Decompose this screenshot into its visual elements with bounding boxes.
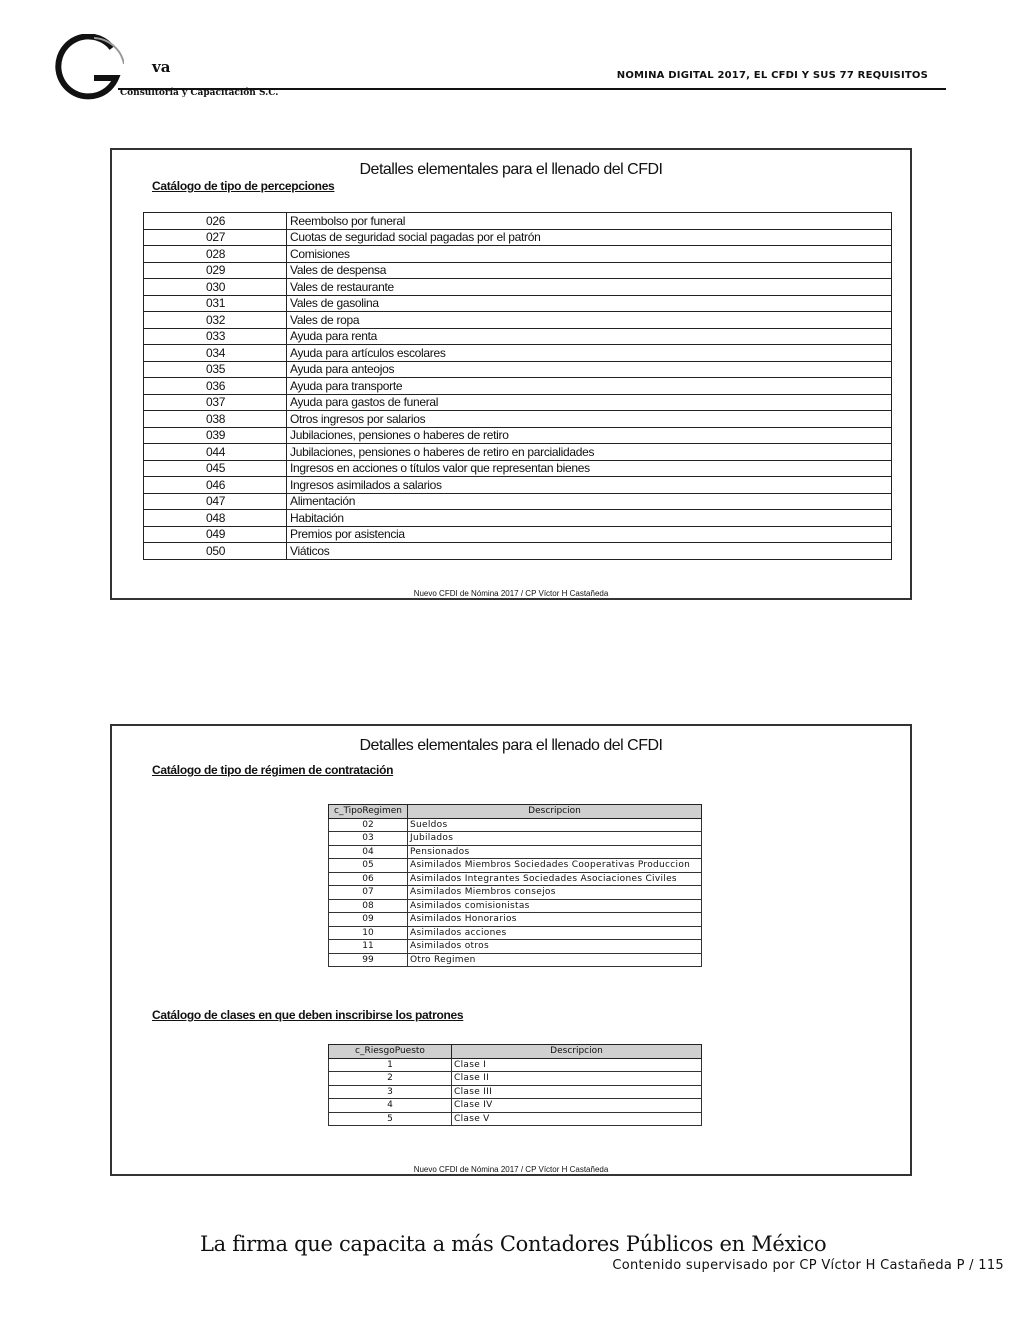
code-cell: 045 — [144, 460, 287, 477]
description-cell: Ayuda para artículos escolares — [287, 345, 892, 362]
code-cell: 027 — [144, 229, 287, 246]
code-cell: 038 — [144, 411, 287, 428]
logo-subtitle: Consultoría y Capacitación S.C. — [120, 88, 279, 98]
description-cell: Ingresos asimilados a salarios — [287, 477, 892, 494]
description-cell: Alimentación — [287, 493, 892, 510]
column-header: Descripcion — [452, 1045, 702, 1059]
table-row — [329, 926, 702, 940]
description-cell: Otros ingresos por salarios — [287, 411, 892, 428]
description-cell: Vales de ropa — [287, 312, 892, 329]
description-cell: Premios por asistencia — [287, 526, 892, 543]
description-cell: Jubilaciones, pensiones o haberes de retiro — [287, 427, 892, 444]
document-header-title: NOMINA DIGITAL 2017, EL CFDI Y SUS 77 REQUISITOS — [616, 70, 928, 81]
table-row — [329, 1072, 702, 1086]
code-cell: 049 — [144, 526, 287, 543]
code-cell: 3 — [329, 1085, 452, 1099]
description-cell: Clase III — [452, 1085, 702, 1099]
table-row — [144, 345, 892, 362]
table-row — [144, 361, 892, 378]
table-row — [144, 312, 892, 329]
table-row — [329, 859, 702, 873]
table-row — [144, 543, 892, 560]
description-cell: Asimilados Integrantes Sociedades Asociaciones Civiles — [408, 872, 702, 886]
code-cell: 044 — [144, 444, 287, 461]
table-row — [144, 295, 892, 312]
column-header: Descripcion — [408, 805, 702, 819]
description-cell: Vales de restaurante — [287, 279, 892, 296]
code-cell: 99 — [329, 953, 408, 967]
description-cell: Asimilados Miembros consejos — [408, 886, 702, 900]
code-cell: 1 — [329, 1058, 452, 1072]
table-row — [144, 460, 892, 477]
description-cell: Ayuda para gastos de funeral — [287, 394, 892, 411]
footer-supervised-page: Contenido supervisado por CP Víctor H Castañeda P / 115 — [612, 1258, 1004, 1273]
description-cell: Viáticos — [287, 543, 892, 560]
description-cell: Vales de despensa — [287, 262, 892, 279]
code-cell: 06 — [329, 872, 408, 886]
description-cell: Habitación — [287, 510, 892, 527]
g-logo-icon — [54, 34, 124, 104]
description-cell: Otro Regimen — [408, 953, 702, 967]
catalog-subtitle: Catálogo de tipo de percepciones — [152, 179, 335, 193]
table-row — [144, 279, 892, 296]
code-cell: 048 — [144, 510, 287, 527]
description-cell: Comisiones — [287, 246, 892, 263]
code-cell: 031 — [144, 295, 287, 312]
code-cell: 037 — [144, 394, 287, 411]
regimen-table — [328, 804, 702, 967]
table-row — [329, 913, 702, 927]
code-cell: 2 — [329, 1072, 452, 1086]
code-cell: 02 — [329, 818, 408, 832]
description-cell: Asimilados otros — [408, 940, 702, 954]
description-cell: Jubilaciones, pensiones o haberes de retiro en parcialidades — [287, 444, 892, 461]
code-cell: 04 — [329, 845, 408, 859]
description-cell: Ayuda para renta — [287, 328, 892, 345]
riesgo-table — [328, 1044, 702, 1126]
code-cell: 032 — [144, 312, 287, 329]
slide-footer: Nuevo CFDI de Nómina 2017 / CP Víctor H Castañeda — [413, 1165, 609, 1174]
table-row — [144, 444, 892, 461]
table-row — [144, 229, 892, 246]
table-row — [144, 427, 892, 444]
table-row — [144, 493, 892, 510]
table-row — [329, 845, 702, 859]
description-cell: Vales de gasolina — [287, 295, 892, 312]
table-row — [329, 818, 702, 832]
description-cell: Clase V — [452, 1112, 702, 1126]
table-row — [329, 953, 702, 967]
table-row — [329, 899, 702, 913]
table-row — [329, 1085, 702, 1099]
table-row — [144, 526, 892, 543]
description-cell: Cuotas de seguridad social pagadas por el patrón — [287, 229, 892, 246]
table-row — [329, 872, 702, 886]
description-cell: Clase IV — [452, 1099, 702, 1113]
column-header: c_RiesgoPuesto — [329, 1045, 452, 1059]
code-cell: 5 — [329, 1112, 452, 1126]
table-row — [329, 1112, 702, 1126]
code-cell: 046 — [144, 477, 287, 494]
description-cell: Ayuda para anteojos — [287, 361, 892, 378]
description-cell: Sueldos — [408, 818, 702, 832]
code-cell: 030 — [144, 279, 287, 296]
table-row — [144, 510, 892, 527]
percepciones-table — [143, 212, 892, 560]
table-row — [329, 1058, 702, 1072]
table-row — [329, 886, 702, 900]
code-cell: 034 — [144, 345, 287, 362]
footer-slogan: La firma que capacita a más Contadores Públicos en México — [200, 1232, 827, 1256]
description-cell: Asimilados Miembros Sociedades Cooperativas Produccion — [408, 859, 702, 873]
table-row — [144, 213, 892, 230]
table-row — [144, 262, 892, 279]
description-cell: Clase II — [452, 1072, 702, 1086]
description-cell: Jubilados — [408, 832, 702, 846]
slide-regimen — [110, 724, 912, 1176]
code-cell: 11 — [329, 940, 408, 954]
slide-title: Detalles elementales para el llenado del CFDI — [359, 161, 663, 178]
code-cell: 039 — [144, 427, 287, 444]
code-cell: 036 — [144, 378, 287, 395]
description-cell: Pensionados — [408, 845, 702, 859]
catalog-subtitle: Catálogo de tipo de régimen de contratación — [152, 763, 394, 777]
code-cell: 09 — [329, 913, 408, 927]
header-divider — [118, 88, 946, 90]
table-row — [144, 378, 892, 395]
code-cell: 047 — [144, 493, 287, 510]
code-cell: 08 — [329, 899, 408, 913]
code-cell: 10 — [329, 926, 408, 940]
code-cell: 033 — [144, 328, 287, 345]
table-row — [144, 477, 892, 494]
description-cell: Asimilados Honorarios — [408, 913, 702, 927]
table-row — [144, 328, 892, 345]
description-cell: Ingresos en acciones o títulos valor que representan bienes — [287, 460, 892, 477]
table-row — [144, 411, 892, 428]
logo-letters: va — [152, 58, 171, 76]
company-logo — [52, 34, 279, 104]
description-cell: Reembolso por funeral — [287, 213, 892, 230]
table-row — [329, 940, 702, 954]
description-cell: Clase I — [452, 1058, 702, 1072]
table-row — [329, 832, 702, 846]
code-cell: 029 — [144, 262, 287, 279]
column-header: c_TipoRegimen — [329, 805, 408, 819]
code-cell: 03 — [329, 832, 408, 846]
code-cell: 07 — [329, 886, 408, 900]
slide-title: Detalles elementales para el llenado del CFDI — [359, 737, 663, 754]
code-cell: 050 — [144, 543, 287, 560]
table-row — [329, 1099, 702, 1113]
table-row — [144, 394, 892, 411]
description-cell: Asimilados acciones — [408, 926, 702, 940]
description-cell: Asimilados comisionistas — [408, 899, 702, 913]
slide-percepciones — [110, 148, 912, 600]
table-row — [144, 246, 892, 263]
catalog-subtitle-2: Catálogo de clases en que deben inscribirse los patrones — [152, 1008, 464, 1022]
code-cell: 026 — [144, 213, 287, 230]
code-cell: 4 — [329, 1099, 452, 1113]
description-cell: Ayuda para transporte — [287, 378, 892, 395]
code-cell: 028 — [144, 246, 287, 263]
code-cell: 05 — [329, 859, 408, 873]
code-cell: 035 — [144, 361, 287, 378]
slide-footer: Nuevo CFDI de Nómina 2017 / CP Víctor H Castañeda — [413, 589, 609, 598]
